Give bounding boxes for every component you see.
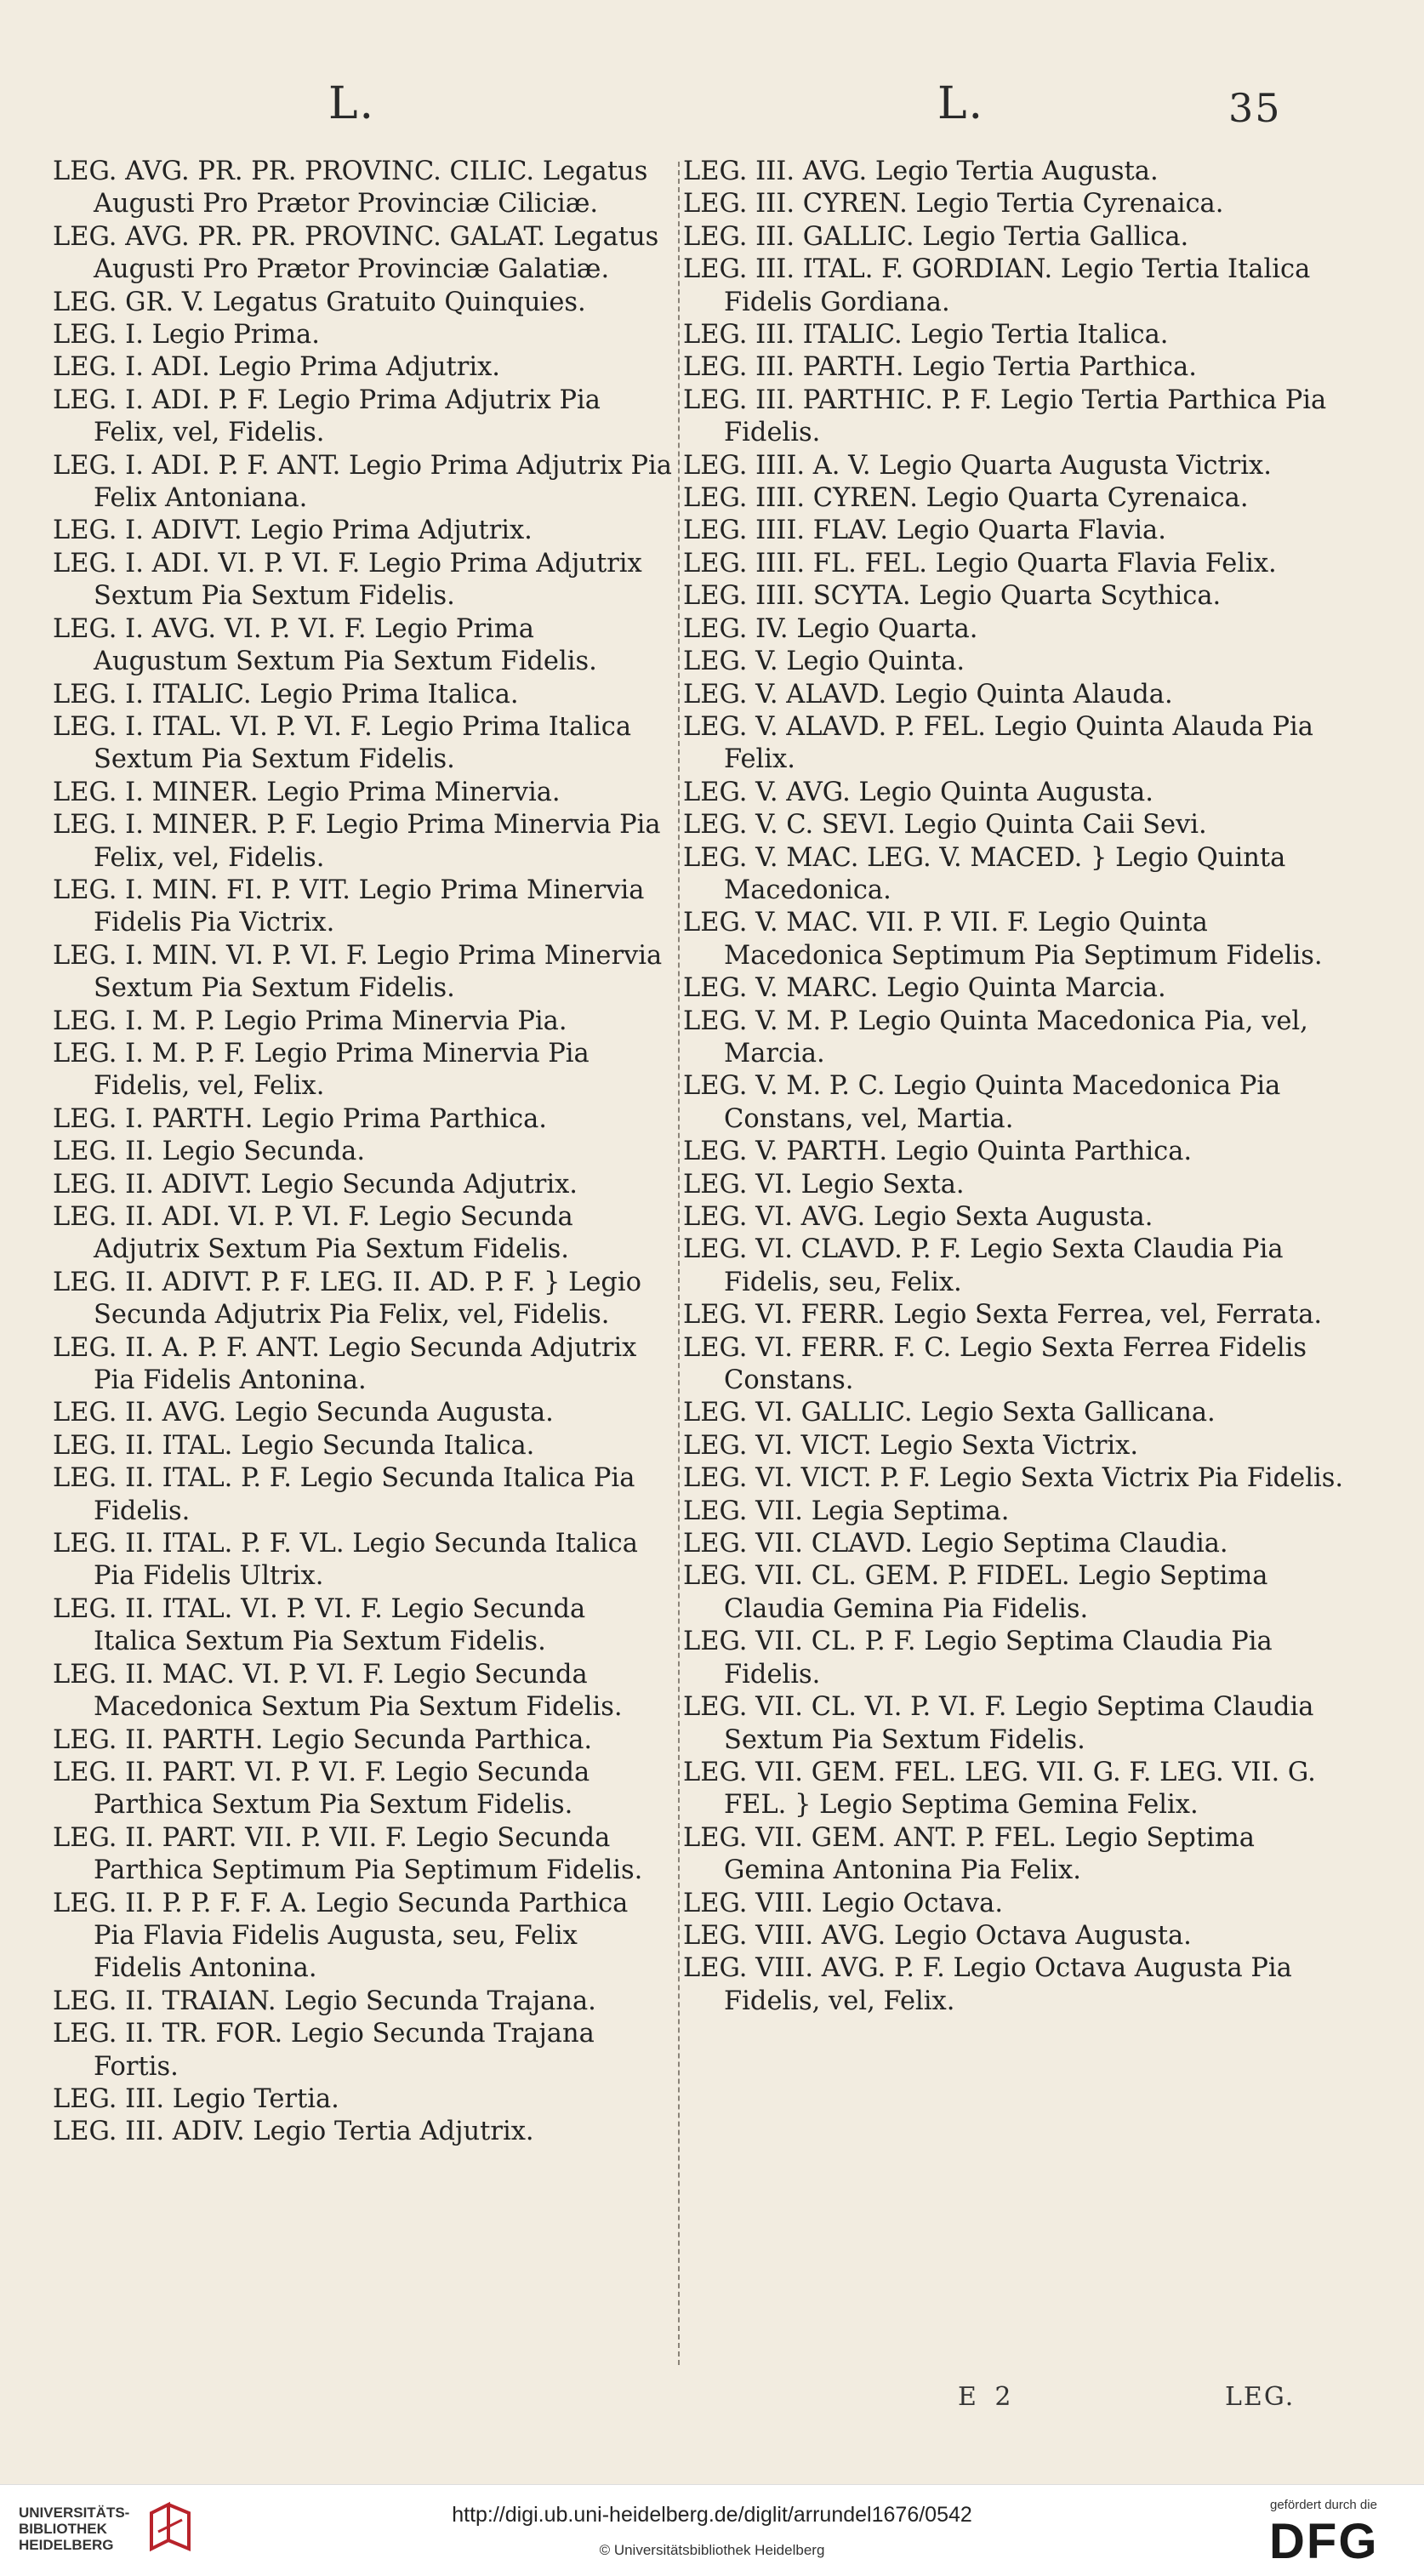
dictionary-entry: LEG. VI. VICT. Legio Sexta Victrix.	[683, 1430, 1139, 1461]
signature-mark: E 2	[958, 2382, 1017, 2412]
dictionary-entry: LEG. IIII. FLAV. Legio Quarta Flavia.	[683, 516, 1166, 546]
dictionary-entry: LEG. I. ADIVT. Legio Prima Adjutrix.	[53, 516, 533, 546]
copyright-notice: © Universitätsbibliothek Heidelberg	[599, 2542, 825, 2558]
dictionary-entry: LEG. AVG. PR. PR. PROVINC. GALAT. Legatus Augusti Pro Prætor Provinciæ Galatiæ.	[53, 221, 659, 285]
dictionary-entry: LEG. VIII. AVG. Legio Octava Augusta.	[683, 1920, 1192, 1951]
dictionary-entry: LEG. VI. VICT. P. F. Legio Sexta Victrix Pia Fidelis.	[683, 1463, 1344, 1494]
dictionary-entry: LEG. II. ITAL. Legio Secunda Italica.	[53, 1430, 535, 1461]
dictionary-entry: LEG. I. PARTH. Legio Prima Parthica.	[53, 1103, 547, 1134]
dictionary-entry: LEG. II. ITAL. VI. P. VI. F. Legio Secunda Italica Sextum Pia Sextum Fidelis.	[53, 1593, 586, 1657]
dictionary-entry: LEG. III. GALLIC. Legio Tertia Gallica.	[683, 221, 1189, 252]
dictionary-entry: LEG. VI. CLAVD. P. F. Legio Sexta Claudia Pia Fidelis, seu, Felix.	[683, 1234, 1284, 1297]
dictionary-entry: LEG. I. ADI. Legio Prima Adjutrix.	[53, 352, 500, 383]
dictionary-entry: LEG. VII. GEM. ANT. P. FEL. Legio Septima Gemina Antonina Pia Felix.	[683, 1822, 1255, 1886]
dictionary-entry: LEG. I. MINER. P. F. Legio Prima Minervia Pia Felix, vel, Fidelis.	[53, 810, 661, 873]
dictionary-entry: LEG. II. Legio Secunda.	[53, 1137, 366, 1167]
dictionary-entry: LEG. I. AVG. VI. P. VI. F. Legio Prima Augustum Sextum Pia Sextum Fidelis.	[53, 613, 597, 677]
dictionary-entry: LEG. I. MINER. Legio Prima Minervia.	[53, 777, 561, 807]
dictionary-entry: LEG. II. TR. FOR. Legio Secunda Trajana Fortis.	[53, 2019, 595, 2082]
dictionary-entry: LEG. I. ITAL. VI. P. VI. F. Legio Prima Italica Sextum Pia Sextum Fidelis.	[53, 711, 632, 775]
dictionary-entry: LEG. V. AVG. Legio Quinta Augusta.	[683, 777, 1153, 807]
dictionary-entry: LEG. V. M. P. Legio Quinta Macedonica Pia, vel, Marcia.	[683, 1006, 1308, 1069]
dictionary-entry: LEG. AVG. PR. PR. PROVINC. CILIC. Legatus Augusti Pro Prætor Provinciæ Ciliciæ.	[53, 157, 648, 219]
dictionary-entry: LEG. VIII. Legio Octava.	[683, 1888, 1004, 1918]
dictionary-entry: LEG. II. TRAIAN. Legio Secunda Trajana.	[53, 1986, 596, 2016]
library-logo-text: UNIVERSITÄTS- BIBLIOTHEK HEIDELBERG	[19, 2505, 130, 2553]
dictionary-entry: LEG. VII. CLAVD. Legio Septima Claudia.	[683, 1529, 1228, 1559]
dictionary-entry: LEG. I. ADI. VI. P. VI. F. Legio Prima Adjutrix Sextum Pia Sextum Fidelis.	[53, 548, 642, 612]
dictionary-entry: LEG. IV. Legio Quarta.	[683, 613, 978, 644]
viewer-footer-bar	[0, 2484, 1424, 2576]
dictionary-entry: LEG. V. ALAVD. P. FEL. Legio Quinta Alauda Pia Felix.	[683, 711, 1313, 775]
dictionary-entry: LEG. V. MAC. VII. P. VII. F. Legio Quinta Macedonica Septimum Pia Septimum Fidelis.	[683, 908, 1323, 971]
dictionary-entry: LEG. II. ADI. VI. P. VI. F. Legio Secunda Adjutrix Sextum Pia Sextum Fidelis.	[53, 1202, 573, 1265]
dictionary-entry: LEG. III. AVG. Legio Tertia Augusta.	[683, 157, 1159, 186]
dictionary-entry: LEG. I. ADI. P. F. Legio Prima Adjutrix Pia Felix, vel, Fidelis.	[53, 385, 601, 448]
dictionary-entry: LEG. VI. GALLIC. Legio Sexta Gallicana.	[683, 1398, 1216, 1428]
catchword: LEG.	[1225, 2382, 1296, 2412]
dictionary-entry: LEG. VII. CL. P. F. Legio Septima Claudia Pia Fidelis.	[683, 1627, 1273, 1690]
funder-label: gefördert durch die	[1270, 2498, 1377, 2512]
dictionary-entry: LEG. I. ITALIC. Legio Prima Italica.	[53, 679, 519, 710]
dictionary-entry: LEG. III. PARTH. Legio Tertia Parthica.	[683, 352, 1197, 383]
header-letter-left: L.	[328, 78, 376, 129]
dictionary-entry: LEG. IIII. FL. FEL. Legio Quarta Flavia Felix.	[683, 548, 1277, 578]
dictionary-entry: LEG. VI. Legio Sexta.	[683, 1169, 965, 1200]
dictionary-entry: LEG. V. C. SEVI. Legio Quinta Caii Sevi.	[683, 810, 1207, 841]
dictionary-entry: LEG. I. M. P. F. Legio Prima Minervia Pia Fidelis, vel, Felix.	[53, 1038, 590, 1102]
permalink-url[interactable]: http://digi.ub.uni-heidelberg.de/diglit/arrundel1676/0542	[452, 2503, 972, 2527]
dictionary-entry: LEG. III. CYREN. Legio Tertia Cyrenaica.	[683, 189, 1224, 219]
right-column	[683, 156, 1355, 2018]
dictionary-entry: LEG. I. Legio Prima.	[53, 320, 320, 350]
dictionary-entry: LEG. VI. AVG. Legio Sexta Augusta.	[683, 1202, 1153, 1232]
dictionary-entry: LEG. II. PART. VII. P. VII. F. Legio Secunda Parthica Septimum Pia Septimum Fidelis.	[53, 1822, 643, 1886]
dictionary-entry: LEG. II. MAC. VI. P. VI. F. Legio Secunda Macedonica Sextum Pia Sextum Fidelis.	[53, 1659, 623, 1723]
dictionary-entry: LEG. III. Legio Tertia.	[53, 2083, 339, 2114]
dictionary-entry: LEG. V. Legio Quinta.	[683, 647, 965, 677]
dictionary-entry: LEG. VIII. AVG. P. F. Legio Octava Augusta Pia Fidelis, vel, Felix.	[683, 1953, 1292, 2016]
dictionary-entry: LEG. VII. CL. GEM. P. FIDEL. Legio Septima Claudia Gemina Pia Fidelis.	[683, 1561, 1268, 1624]
dictionary-entry: LEG. IIII. A. V. Legio Quarta Augusta Victrix.	[683, 450, 1272, 481]
dictionary-entry: LEG. I. MIN. VI. P. VI. F. Legio Prima Minervia Sextum Pia Sextum Fidelis.	[53, 940, 663, 1004]
dictionary-entry: LEG. II. PART. VI. P. VI. F. Legio Secunda Parthica Sextum Pia Sextum Fidelis.	[53, 1757, 590, 1821]
dictionary-entry: LEG. VII. CL. VI. P. VI. F. Legio Septima Claudia Sextum Pia Sextum Fidelis.	[683, 1692, 1314, 1755]
dictionary-entry: LEG. III. PARTHIC. P. F. Legio Tertia Parthica Pia Fidelis.	[683, 385, 1327, 448]
header-letter-right: L.	[937, 78, 985, 129]
dictionary-entry: LEG. III. ADIV. Legio Tertia Adjutrix.	[53, 2117, 534, 2147]
dictionary-entry: LEG. V. MAC. LEG. V. MACED. } Legio Quinta Macedonica.	[683, 842, 1286, 905]
dictionary-entry: LEG. V. M. P. C. Legio Quinta Macedonica Pia Constans, vel, Martia.	[683, 1071, 1281, 1134]
dictionary-entry: LEG. VI. FERR. F. C. Legio Sexta Ferrea Fidelis Constans.	[683, 1332, 1307, 1396]
dictionary-entry: LEG. II. ITAL. P. F. Legio Secunda Italica Pia Fidelis.	[53, 1463, 635, 1526]
dictionary-entry: LEG. III. ITAL. F. GORDIAN. Legio Tertia Italica Fidelis Gordiana.	[683, 254, 1311, 317]
left-column	[53, 156, 674, 2149]
dictionary-entry: LEG. I. ADI. P. F. ANT. Legio Prima Adjutrix Pia Felix Antoniana.	[53, 450, 672, 514]
dictionary-entry: LEG. II. P. P. F. F. A. Legio Secunda Parthica Pia Flavia Fidelis Augusta, seu, Felix Fidelis Antonina.	[53, 1888, 629, 1984]
dictionary-entry: LEG. II. AVG. Legio Secunda Augusta.	[53, 1398, 554, 1428]
dictionary-entry: LEG. II. PARTH. Legio Secunda Parthica.	[53, 1724, 593, 1755]
dictionary-entry: LEG. II. A. P. F. ANT. Legio Secunda Adjutrix Pia Fidelis Antonina.	[53, 1332, 637, 1396]
dictionary-entry: LEG. III. ITALIC. Legio Tertia Italica.	[683, 320, 1169, 350]
dictionary-entry: LEG. IIII. SCYTA. Legio Quarta Scythica.	[683, 581, 1222, 612]
dictionary-entry: LEG. V. MARC. Legio Quinta Marcia.	[683, 973, 1166, 1004]
dictionary-entry: LEG. GR. V. Legatus Gratuito Quinquies.	[53, 287, 586, 317]
dictionary-entry: LEG. V. ALAVD. Legio Quinta Alauda.	[683, 679, 1173, 710]
dictionary-entry: LEG. II. ITAL. P. F. VL. Legio Secunda Italica Pia Fidelis Ultrix.	[53, 1529, 638, 1592]
dictionary-entry: LEG. VII. GEM. FEL. LEG. VII. G. F. LEG. VII. G. FEL. } Legio Septima Gemina Felix.	[683, 1757, 1316, 1821]
dictionary-entry: LEG. I. MIN. FI. P. VIT. Legio Prima Minervia Fidelis Pia Victrix.	[53, 875, 645, 938]
dictionary-entry: LEG. VI. FERR. Legio Sexta Ferrea, vel, Ferrata.	[683, 1300, 1323, 1331]
dictionary-entry: LEG. V. PARTH. Legio Quinta Parthica.	[683, 1137, 1193, 1167]
dictionary-entry: LEG. I. M. P. Legio Prima Minervia Pia.	[53, 1006, 567, 1036]
dictionary-entry: LEG. II. ADIVT. P. F. LEG. II. AD. P. F. } Legio Secunda Adjutrix Pia Felix, vel, Fidelis.	[53, 1267, 642, 1331]
column-divider	[678, 162, 680, 2365]
dfg-logo: DFG	[1269, 2514, 1379, 2569]
dictionary-entry: LEG. VII. Legia Septima.	[683, 1496, 1010, 1526]
page-number: 35	[1228, 85, 1282, 131]
dictionary-entry: LEG. II. ADIVT. Legio Secunda Adjutrix.	[53, 1169, 578, 1200]
dictionary-entry: LEG. IIII. CYREN. Legio Quarta Cyrenaica.	[683, 483, 1249, 514]
